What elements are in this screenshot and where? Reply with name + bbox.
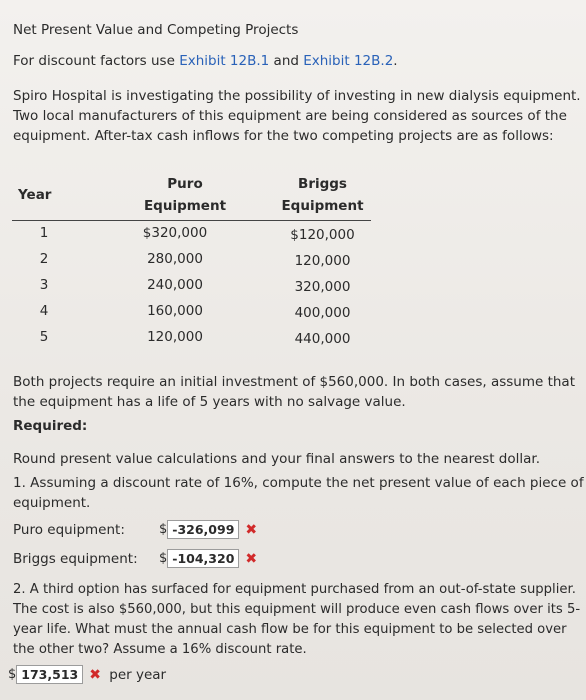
briggs-header-line2: Equipment	[281, 197, 364, 214]
puro-header-line2: Equipment	[143, 197, 227, 214]
dollar-sign: $	[159, 522, 168, 537]
year-cell: 2	[39, 251, 49, 267]
briggs-cell: 120,000	[294, 253, 351, 269]
briggs-cell: 440,000	[294, 331, 351, 347]
investment-line: the equipment has a life of 5 years with no salvage value.	[13, 394, 406, 410]
exhibit-12b2-link[interactable]: Exhibit 12B.2	[303, 53, 394, 69]
puro-header-line1: Puro	[167, 175, 203, 192]
per-year-label: per year	[109, 666, 167, 683]
briggs-header	[274, 170, 371, 220]
year-cell: 3	[39, 277, 49, 293]
question-2	[13, 580, 580, 660]
briggs-cell: 320,000	[294, 279, 351, 295]
puro-cell: 120,000	[147, 329, 203, 345]
investment-line: Both projects require an initial investment of $560,000. In both cases, assume that	[13, 374, 575, 390]
puro-npv-input[interactable]: -326,099	[167, 520, 239, 539]
question-1	[13, 473, 584, 513]
question-1-line: equipment.	[13, 495, 91, 511]
annual-cash-flow-input[interactable]: 173,513	[16, 665, 83, 684]
briggs-cell: 400,000	[294, 305, 351, 321]
table-row	[12, 272, 371, 298]
intro-line: Spiro Hospital is investigating the possibility of investing in new dialysis equipment.	[13, 88, 581, 104]
briggs-answer-label: Briggs equipment:	[13, 551, 138, 567]
table-row	[12, 246, 371, 272]
year-cell: 4	[39, 303, 49, 319]
question-2-line: the other two? Assume a 16% discount rate.	[13, 642, 307, 657]
dollar-sign: $	[159, 551, 168, 566]
briggs-npv-input[interactable]: -104,320	[167, 549, 239, 568]
cash-flow-table	[12, 170, 371, 350]
investment-paragraph	[13, 372, 575, 412]
briggs-header-line1: Briggs	[298, 175, 347, 192]
table-row	[12, 298, 371, 324]
q2-answer-group	[8, 665, 166, 684]
incorrect-x-icon: ✖	[89, 666, 101, 683]
exhibit-12b1-link[interactable]: Exhibit 12B.1	[179, 53, 270, 69]
briggs-cell: $120,000	[290, 227, 355, 244]
question-2-line: 2. A third option has surfaced for equipment purchased from an out-of-state supplier.	[13, 582, 576, 597]
briggs-answer-group	[159, 548, 257, 568]
discount-note-suffix: .	[393, 53, 398, 69]
table-header-row	[12, 170, 371, 220]
puro-cell: 280,000	[147, 251, 203, 267]
puro-answer-row	[13, 520, 125, 540]
discount-note	[13, 53, 398, 69]
question-1-line: 1. Assuming a discount rate of 16%, compute the net present value of each piece of	[13, 475, 584, 491]
puro-header	[96, 170, 274, 220]
required-heading: Required:	[13, 418, 88, 434]
rounding-note: Round present value calculations and your final answers to the nearest dollar.	[13, 451, 541, 467]
puro-cell: 240,000	[147, 277, 203, 293]
intro-line: Two local manufacturers of this equipment are being considered as sources of the	[13, 108, 567, 124]
discount-note-middle: and	[269, 53, 304, 69]
puro-answer-group	[159, 519, 257, 539]
intro-line: equipment. After-tax cash inflows for the two competing projects are as follows:	[13, 128, 554, 144]
puro-cell: $320,000	[142, 225, 208, 242]
table-row	[12, 324, 371, 350]
puro-answer-label: Puro equipment:	[13, 522, 125, 538]
puro-cell: 160,000	[147, 303, 203, 319]
year-cell: 5	[39, 329, 49, 345]
discount-note-prefix: For discount factors use	[13, 53, 180, 69]
incorrect-x-icon: ✖	[245, 550, 258, 567]
intro-paragraph	[13, 86, 581, 146]
question-2-line: The cost is also $560,000, but this equipment will produce even cash flows over its 5-	[13, 602, 581, 617]
incorrect-x-icon: ✖	[245, 521, 258, 538]
dollar-sign: $	[8, 667, 17, 682]
question-2-line: year life. What must the annual cash flow be for this equipment to be selected over	[13, 622, 567, 637]
year-header: Year	[18, 186, 52, 203]
year-cell: 1	[39, 225, 49, 242]
briggs-answer-row	[13, 549, 138, 569]
page-title: Net Present Value and Competing Projects	[13, 22, 299, 38]
table-row	[12, 220, 371, 246]
